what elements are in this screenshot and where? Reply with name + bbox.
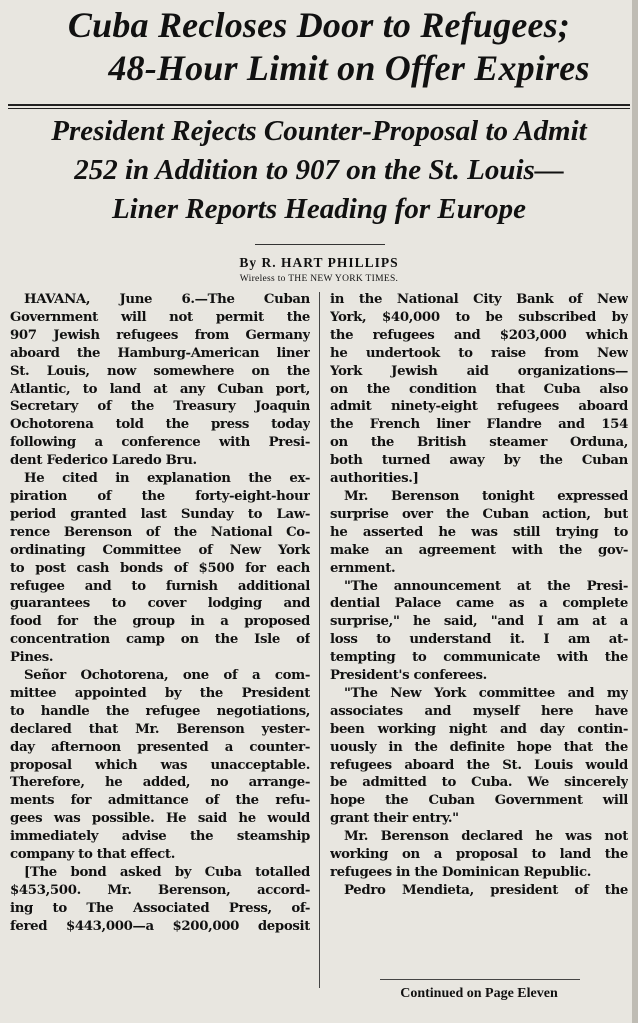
- text-line: make an agreement with the gov-: [330, 542, 628, 558]
- wire-credit: Wireless to THE NEW YORK TIMES.: [239, 274, 399, 284]
- text-line: been working night and day contin-: [330, 721, 628, 737]
- text-line: admit ninety-eight refugees aboard: [330, 399, 628, 415]
- text-line: refugee and to furnish additional: [10, 578, 310, 594]
- text-line: Atlantic, to land at any Cuban port,: [10, 381, 310, 397]
- subhead-rule: [255, 244, 385, 245]
- text-line: York, $40,000 to be subscribed by: [330, 309, 628, 325]
- text-line: dential Palace came as a complete: [330, 596, 628, 612]
- text-line: piration of the forty-eight-hour: [10, 488, 310, 504]
- text-line: he asserted he was still trying to: [330, 524, 628, 540]
- text-line: loss to understand it. I am at-: [330, 632, 628, 648]
- text-line: rence Berenson of the National Co-: [10, 524, 310, 540]
- text-line: hope the Cuban Government will: [330, 793, 628, 809]
- text-line: aboard the Hamburg-American liner: [10, 345, 310, 361]
- text-line: ing to The Associated Press, of-: [10, 900, 310, 916]
- text-line: refugees in the Dominican Republic.: [330, 865, 592, 880]
- text-line: in the National City Bank of New: [330, 292, 628, 307]
- headline-line-2: 48-Hour Limit on Offer Expires: [108, 48, 590, 88]
- headline-rule: [8, 104, 630, 106]
- main-headline: [0, 0, 638, 90]
- text-line: on the British steamer Orduna,: [330, 435, 628, 451]
- text-line: dent Federico Laredo Bru.: [10, 453, 197, 469]
- text-line: immediately advise the steamship: [10, 829, 310, 845]
- text-line: concentration camp on the Isle of: [10, 632, 310, 648]
- text-line: tempting to communicate with the: [330, 650, 628, 666]
- text-line: Mr. Berenson declared he was not: [344, 829, 628, 845]
- column-rule: [319, 292, 320, 988]
- byline: By R. HART PHILLIPS: [239, 255, 399, 270]
- text-line: Mr. Berenson tonight expressed: [344, 488, 628, 504]
- subhead-line-2: 252 in Addition to 907 on the St. Louis—: [74, 154, 564, 186]
- text-line: Ochotorena told the press today: [10, 417, 310, 433]
- text-line: to handle the refugee negotiations,: [10, 703, 310, 719]
- text-line: St. Louis, now somewhere on the: [10, 363, 310, 379]
- text-line: Pedro Mendieta, president of the: [344, 882, 628, 898]
- text-line: authorities.]: [330, 471, 419, 487]
- subheadline: [0, 112, 638, 229]
- text-line: grant their entry.": [330, 811, 459, 827]
- continued-rule: [380, 979, 580, 980]
- text-line: mittee appointed by the President: [10, 685, 310, 701]
- text-line: surprise over the Cuban action, but: [330, 506, 628, 522]
- text-line: period granted last Sunday to Law-: [10, 506, 310, 522]
- text-line: ordinating Committee of New York: [10, 542, 310, 558]
- text-line: food for the group in a proposed: [10, 614, 310, 630]
- subhead-line-1: President Rejects Counter-Proposal to Admit: [51, 115, 587, 147]
- text-line: $453,500. Mr. Berenson, accord-: [10, 882, 310, 898]
- text-line: declared that Mr. Berenson yester-: [10, 721, 310, 737]
- text-line: fered $443,000—a $200,000 deposit: [10, 918, 310, 934]
- right-column: [330, 291, 628, 900]
- text-line: President's conferees.: [330, 668, 487, 684]
- text-line: [The bond asked by Cuba totalled: [24, 865, 310, 880]
- text-line: working on a proposal to land the: [330, 847, 628, 863]
- text-line: refugees aboard the St. Louis would: [330, 757, 628, 773]
- text-line: "The New York committee and my: [344, 685, 628, 701]
- text-line: be admitted to Cuba. We sincerely: [330, 775, 628, 791]
- text-line: following a conference with Presi-: [10, 435, 310, 451]
- text-line: surprise," he said, "and I am at a: [330, 614, 628, 630]
- subhead-line-3: Liner Reports Heading for Europe: [111, 193, 527, 225]
- text-line: the refugees and $203,000 which: [330, 327, 628, 343]
- text-line: proposal which was unacceptable.: [10, 757, 310, 773]
- text-line: both turned away by the Cuban: [330, 453, 628, 469]
- text-line: Government will not permit the: [10, 309, 310, 325]
- text-line: to post cash bonds of $500 for each: [10, 560, 310, 576]
- text-line: HAVANA, June 6.—The Cuban: [24, 292, 310, 307]
- headline-line-1: Cuba Recloses Door to Refugees;: [67, 5, 571, 45]
- left-column: [10, 291, 310, 936]
- text-line: ernment.: [330, 560, 396, 576]
- text-line: guarantees to cover lodging and: [10, 596, 310, 612]
- text-line: Therefore, he added, no arrange-: [10, 775, 310, 791]
- text-line: associates and myself here have: [330, 703, 628, 719]
- text-line: he undertook to raise from New: [330, 345, 628, 361]
- text-line: uously in the definite hope that the: [330, 739, 628, 755]
- text-line: "The announcement at the Presi-: [344, 578, 628, 594]
- continued-notice: Continued on Page Eleven: [400, 986, 558, 1001]
- text-line: Secretary of the Treasury Joaquin: [10, 399, 310, 415]
- text-line: Señor Ochotorena, one of a com-: [24, 668, 310, 684]
- text-line: gees was possible. He said he would: [10, 811, 310, 827]
- text-line: day afternoon presented a counter-: [10, 739, 310, 755]
- paper-edge: [632, 0, 638, 1023]
- text-line: York Jewish aid organizations—: [330, 363, 628, 379]
- text-line: the French liner Flandre and 154: [330, 417, 628, 433]
- headline-rule-thin: [8, 108, 630, 109]
- text-line: company to that effect.: [10, 847, 175, 863]
- text-line: Pines.: [10, 650, 54, 666]
- text-line: ments for admittance of the refu-: [10, 793, 310, 809]
- text-line: 907 Jewish refugees from Germany: [10, 327, 310, 343]
- text-line: He cited in explanation the ex-: [24, 471, 310, 487]
- text-line: on the condition that Cuba also: [330, 381, 628, 397]
